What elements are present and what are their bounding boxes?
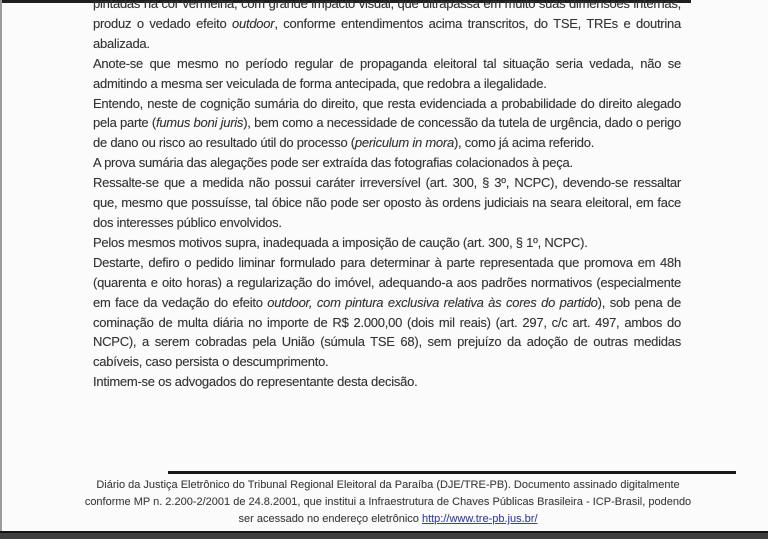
document-paragraph: Pelos mesmos motivos supra, inadequada a imposição de caução (art. 300, § 1º, NCPC). — [93, 234, 588, 250]
document-paragraph: Entendo, neste de cognição sumária do direito, que resta evidenciada a probabilidade do direito alegado pela parte (fumus boni juris), bem como a necessidade de concessão da tutela de urgência, dado o perigo de dano ou risco ao resultado útil do processo (periculum in mora), como já acima referido. — [93, 95, 681, 151]
document-paragraph: Ressalte-se que a medida não possui caráter irreversível (art. 300, § 3º, NCPC), devendo-se ressaltar que, mesmo que possuísse, tal óbice não pode ser oposto às ordens judiciais na seara eleitoral, em face dos interesses público envolvidos. — [93, 175, 681, 230]
document-footer — [78, 477, 698, 528]
document-paragraph: Destarte, defiro o pedido liminar formulado para determinar à parte representada que promova em 48h (quarenta e oito horas) a regularização do imóvel, adequando-a aos padrões normativos (especialmente em face da vedação do efeito outdoor, com pintura exclusiva relativa às cores do partido), sob pena de cominação de multa diária no importe de R$ 2.000,00 (dois mil reais) (art. 297, c/c art. 497, ambos do NCPC), a serem cobradas pela União (súmula TSE 68), sem prejuízo da adoção de outras medidas cabíveis, caso persista o descumprimento. — [93, 254, 681, 370]
footer-line-3 — [78, 511, 698, 528]
footer-line-3-text: ser acessado no endereço eletrônico — [238, 513, 422, 525]
document-paragraph: Anote-se que mesmo no período regular de propaganda eleitoral tal situação seria vedada, não se admitindo a mesma ser veiculada de forma antecipada, que redobra a ilegalidade. — [93, 55, 681, 91]
document-paragraph: pintadas na cor vermelha, com grande impacto visual, que ultrapassa em muito suas dimensões internas, produz o vedado efeito outdoor, conforme entendimentos acima transcritos, do TSE, TREs e doutrina abalizada. — [93, 0, 681, 51]
scan-bottom-edge — [0, 531, 768, 539]
document-body-text — [93, 0, 681, 392]
footer-line-2: conforme MP n. 2.200-2/2001 de 24.8.2001, que institui a Infraestrutura de Chaves Públicas Brasileira - ICP-Brasil, podendo — [84, 496, 692, 508]
footer-line-1: Diário da Justiça Eletrônico do Tribunal Regional Eleitoral da Paraíba (DJE/TRE-PB). Documento assinado digitalmente — [96, 479, 680, 491]
document-paragraph: Intimem-se os advogados do representante desta decisão. — [93, 374, 418, 390]
scan-left-edge — [0, 0, 2, 531]
tre-pb-link[interactable]: http://www.tre-pb.jus.br/ — [421, 513, 538, 525]
document-paragraph: A prova sumária das alegações pode ser extraída das fotografias colacionados à peça. — [93, 155, 573, 171]
footer-separator-line — [168, 471, 736, 474]
